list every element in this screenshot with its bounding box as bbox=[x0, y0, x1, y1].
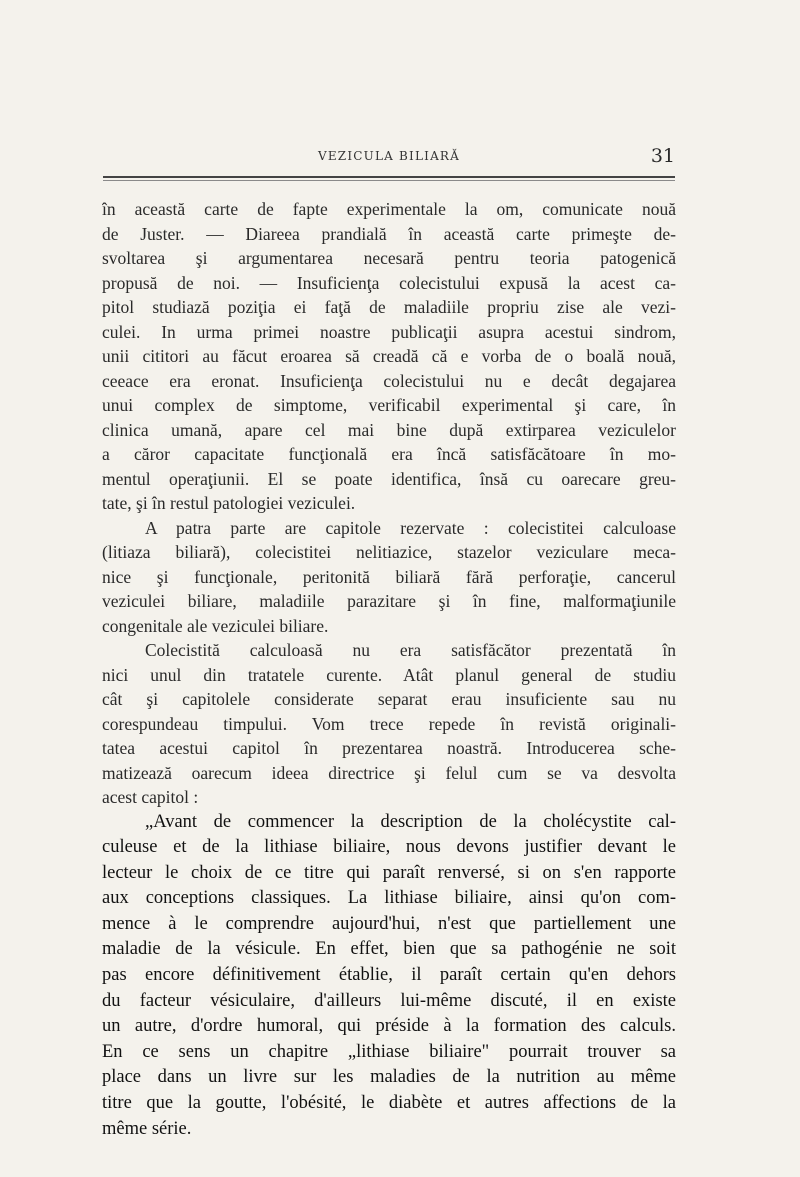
text-line: nice şi funcţionale, peritonită biliară fără perforaţie, cancerul bbox=[102, 566, 676, 587]
text-line: a căror capacitate funcţională era încă satisfăcătoare în mo- bbox=[102, 444, 676, 464]
text-line: même série. bbox=[102, 1118, 192, 1139]
text-line: culeuse et de la lithiase biliaire, nous devons justifier devant le bbox=[102, 837, 676, 858]
text-line: clinica umană, apare cel mai bine după extirparea veziculelor bbox=[102, 419, 676, 440]
text-line: nici unul din tratatele curente. Atât planul general de studiu bbox=[102, 664, 676, 685]
text-line: pitol studiază poziţia ei faţă de maladiile propriu zise ale vezi- bbox=[102, 297, 676, 317]
page-body bbox=[102, 197, 676, 1142]
text-line: Colecistită calculoasă nu era satisfăcător prezentată în bbox=[145, 640, 676, 660]
text-line: de Juster. — Diareea prandială în această carte primeşte de- bbox=[102, 223, 676, 244]
page-number: 31 bbox=[650, 145, 675, 167]
text-line: place dans un livre sur les maladies de la nutrition au même bbox=[102, 1067, 676, 1088]
header-rule bbox=[103, 176, 675, 178]
paragraph-3 bbox=[102, 638, 676, 810]
text-line: lecteur le choix de ce titre qui paraît renversé, si on s'en rapporte bbox=[102, 862, 676, 883]
text-line: svoltarea şi argumentarea necesară pentru teoria patogenică bbox=[102, 248, 676, 268]
text-line: corespundeau timpului. Vom trece repede în revistă originali- bbox=[102, 713, 676, 734]
text-line: pas encore définitivement établie, il paraît certain qu'en dehors bbox=[102, 965, 676, 986]
running-title: VEZICULA BILIARĂ bbox=[317, 149, 461, 163]
text-line: mentul operaţiunii. El se poate identifica, însă cu oarecare greu- bbox=[102, 468, 676, 489]
text-line: congenitale ale veziculei biliare. bbox=[102, 615, 329, 636]
quotation-paragraph bbox=[102, 810, 676, 1143]
text-line: tatea acestui capitol în prezentarea noastră. Introducerea sche- bbox=[102, 738, 676, 758]
text-line: tate, şi în restul patologiei veziculei. bbox=[102, 493, 356, 513]
running-head bbox=[103, 147, 675, 171]
paragraph-1 bbox=[102, 197, 676, 516]
text-line: (litiaza biliară), colecistitei nelitiazice, stazelor veziculare meca- bbox=[102, 542, 676, 562]
text-line: En ce sens un chapitre „lithiase biliaire" pourrait trouver sa bbox=[102, 1041, 676, 1062]
text-line: maladie de la vésicule. En effet, bien que sa pathogénie ne soit bbox=[102, 939, 676, 960]
text-line: unui complex de simptome, verificabil experimental şi care, în bbox=[102, 395, 676, 415]
text-line: în această carte de fapte experimentale la om, comunicate nouă bbox=[102, 199, 676, 219]
text-line: ceeace era eronat. Insuficienţa colecistului nu e decât degajarea bbox=[102, 370, 676, 391]
text-line: du facteur vésiculaire, d'ailleurs lui-même discuté, il en existe bbox=[102, 990, 676, 1011]
text-line: „Avant de commencer la description de la cholécystite cal- bbox=[145, 811, 676, 832]
text-line: propusă de noi. — Insuficienţa colecistului expusă la acest ca- bbox=[102, 272, 676, 293]
text-line: veziculei biliare, maladiile parazitare şi în fine, malformaţiunile bbox=[102, 591, 676, 611]
text-line: titre que la goutte, l'obésité, le diabète et autres affections de la bbox=[102, 1093, 676, 1114]
text-line: culei. In urma primei noastre publicaţii asupra acestui sindrom, bbox=[102, 321, 676, 342]
text-line: matizează oarecum ideea directrice şi felul cum se va desvolta bbox=[102, 762, 676, 783]
text-line: un autre, d'ordre humoral, qui préside à la formation des calculs. bbox=[102, 1016, 676, 1037]
text-line: aux conceptions classiques. La lithiase biliaire, ainsi qu'on com- bbox=[102, 888, 676, 909]
header-rule-thin bbox=[103, 180, 675, 181]
text-line: A patra parte are capitole rezervate : colecistitei calculoase bbox=[145, 517, 676, 538]
text-line: cât şi capitolele considerate separat erau insuficiente sau nu bbox=[102, 689, 676, 709]
text-line: unii cititori au făcut eroarea să creadă că e vorba de o boală nouă, bbox=[102, 346, 676, 366]
text-line: mence à le comprendre aujourd'hui, n'est que partiellement une bbox=[102, 913, 676, 934]
text-line: acest capitol : bbox=[102, 787, 199, 807]
paragraph-2 bbox=[102, 516, 676, 639]
